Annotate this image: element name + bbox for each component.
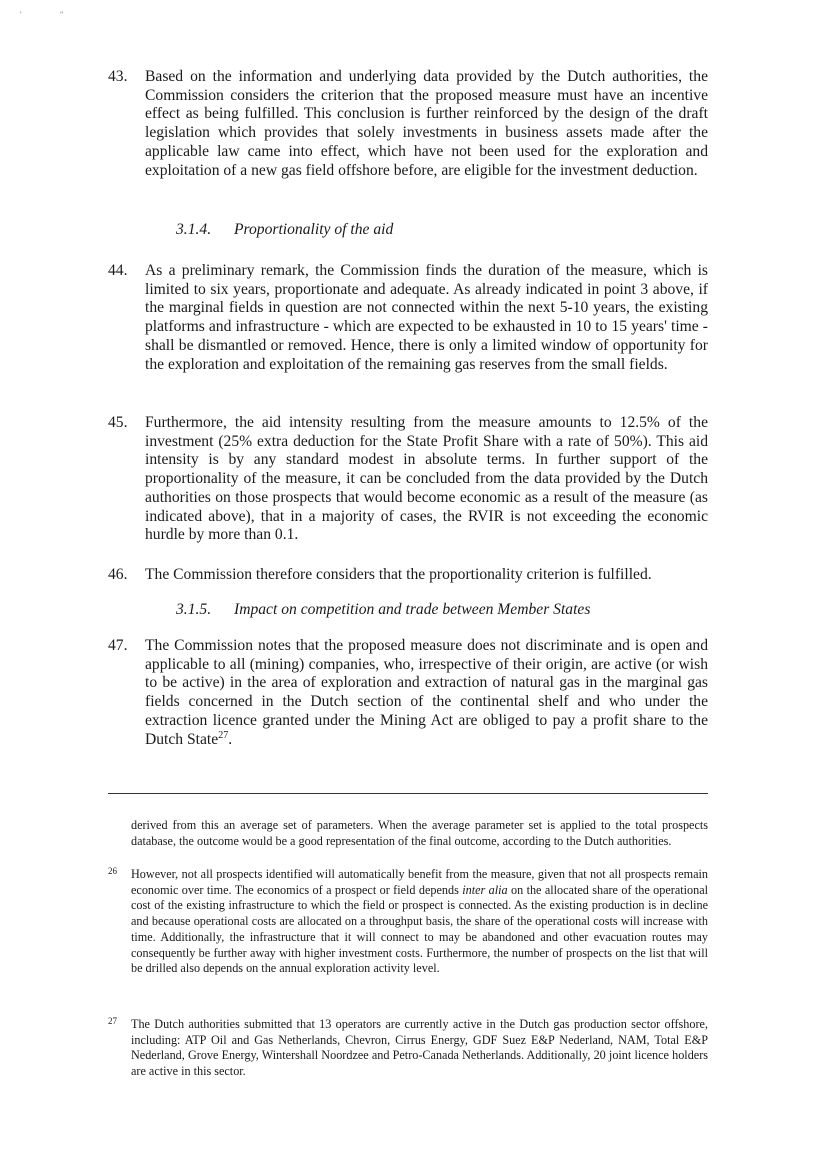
paragraph-47 xyxy=(108,637,708,749)
paragraph-number: 47. xyxy=(108,637,128,654)
heading-number: 3.1.5. xyxy=(176,601,212,618)
footnote-text-part: However, not all prospects identified will automatically benefit from the measure, given that not all prospects remain economic over time. The economics of a prospect or field depends xyxy=(131,867,708,897)
footnote-continued xyxy=(108,818,708,849)
scan-marks: ' " xyxy=(20,10,82,20)
paragraph-44 xyxy=(108,262,708,374)
footnote-text: derived from this an average set of parameters. When the average parameter set is applied to the total prospects database, the outcome would be a good representation of the final outcome, according to the Dutch authorities. xyxy=(131,818,708,848)
section-heading-3-1-5 xyxy=(176,601,590,619)
footnote-number: 26 xyxy=(108,866,117,876)
footnote-27 xyxy=(108,1017,708,1080)
paragraph-number: 44. xyxy=(108,262,128,279)
paragraph-number: 43. xyxy=(108,68,128,85)
paragraph-text: Furthermore, the aid intensity resulting from the measure amounts to 12.5% of the investment (25% extra deduction for the State Profit Share with a rate of 50%). This aid intensity is by any standard modest in absolute terms. In further support of the proportionality of the measure, it can be concluded from the data provided by the Dutch authorities on those prospects that would become economic as a result of the measure (as indicated above), that in a majority of cases, the RVIR is not exceeding the economic hurdle by more than 0.1. xyxy=(145,414,708,544)
paragraph-number: 46. xyxy=(108,566,128,583)
paragraph-text: As a preliminary remark, the Commission finds the duration of the measure, which is limited to six years, proportionate and adequate. As already indicated in point 3 above, if the marginal fields in question are not connected within the next 5-10 years, the existing platforms and infrastructure - which are expected to be exhausted in 10 to 15 years' time - shall be dismantled or removed. Hence, there is only a limited window of opportunity for the exploration and exploitation of the remaining gas reserves from the small fields. xyxy=(145,262,708,373)
footnote-text: The Dutch authorities submitted that 13 operators are currently active in the Dutch gas production sector offshore, including: ATP Oil and Gas Netherlands, Chevron, Cirrus Energy, GDF Suez E&P Nederland, NAM, Total E&P Nederland, Grove Energy, Wintershall Noordzee and Petro-Canada Netherlands. Additionally, 20 joint licence holders are active in this sector. xyxy=(131,1017,708,1079)
paragraph-43 xyxy=(108,68,708,180)
footnote-text xyxy=(131,867,708,977)
paragraph-45 xyxy=(108,414,708,545)
paragraph-text: The Commission therefore considers that the proportionality criterion is fulfilled. xyxy=(145,566,652,583)
paragraph-46 xyxy=(108,566,708,585)
footnote-separator xyxy=(108,793,708,794)
paragraph-text xyxy=(145,637,708,749)
footnote-text-part: on the allocated share of the operational cost of the existing infrastructure to which the field or prospect is connected. As the existing production is in decline and because operational costs are allocated on a throughput basis, the share of the operational costs will increase with time. Additionally, the infrastructure that it will connect to may be abandoned and other evacuation routes may consequently be further away with higher investment costs. Furthermore, the number of prospects on the list that will be drilled also depends on the annual exploration activity level. xyxy=(131,882,708,976)
footnote-26 xyxy=(108,867,708,977)
heading-title: Proportionality of the aid xyxy=(234,221,394,238)
footnote-number: 27 xyxy=(108,1016,117,1026)
paragraph-number: 45. xyxy=(108,414,128,431)
paragraph-text: Based on the information and underlying data provided by the Dutch authorities, the Commission considers the criterion that the proposed measure must have an incentive effect as being fulfilled. This conclusion is further reinforced by the design of the draft legislation which provides that solely investments in business assets made after the applicable law came into effect, which have not been used for the exploration and exploitation of a new gas field offshore before, are eligible for the investment deduction. xyxy=(145,68,708,179)
heading-number: 3.1.4. xyxy=(176,221,212,238)
paragraph-trailing: . xyxy=(228,730,233,748)
section-heading-3-1-4 xyxy=(176,221,393,239)
paragraph-body: The Commission notes that the proposed measure does not discriminate and is open and applicable to all (mining) companies, who, irrespective of their origin, are active (or wish to be active) in the area of exploration and extraction of natural gas in the marginal gas fields concerned in the Dutch section of the continental shelf and who under the extraction licence granted under the Mining Act are obliged to pay a profit share to the Dutch State xyxy=(145,637,708,748)
heading-title: Impact on competition and trade between Member States xyxy=(234,601,591,618)
footnote-italic: inter alia xyxy=(462,882,508,897)
footnote-ref-27[interactable]: 27 xyxy=(218,729,229,741)
